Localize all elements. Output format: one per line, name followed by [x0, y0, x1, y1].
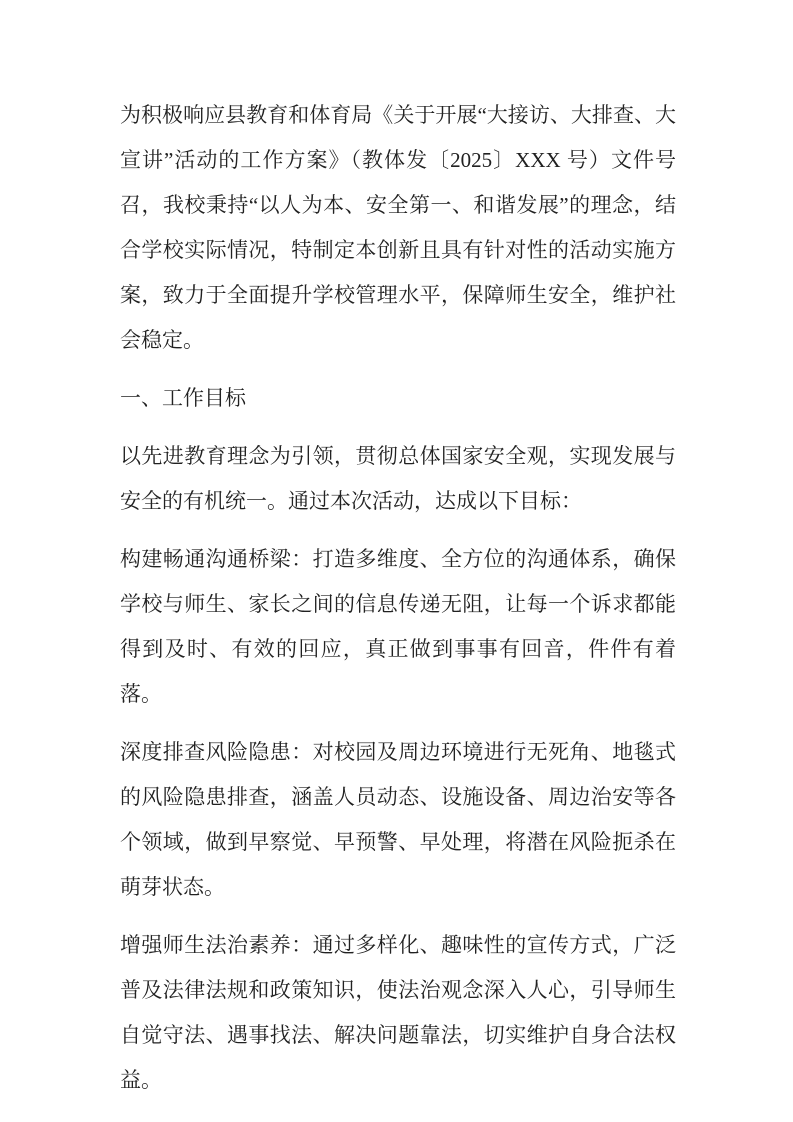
paragraph-intro: 为积极响应县教育和体育局《关于开展“大接访、大排查、大宣讲”活动的工作方案》（教体发〔2025〕XXX 号）文件号召，我校秉持“以人为本、安全第一、和谐发展”的理念，结合学校实际情况，特制定本创新且具有针对性的活动实施方案，致力于全面提升学校管理水平，保障师生安全，维护社会稳定。: [120, 103, 676, 352]
paragraph-goals-intro: 以先进教育理念为引领，贯彻总体国家安全观，实现发展与安全的有机统一。通过本次活动，达成以下目标：: [120, 444, 676, 513]
paragraph-goal-risk-screening: 深度排查风险隐患：对校园及周边环境进行无死角、地毯式的风险隐患排查，涵盖人员动态、设施设备、周边治安等各个领域，做到早察觉、早预警、早处理，将潜在风险扼杀在萌芽状态。: [120, 740, 676, 899]
paragraph-goal-legal-literacy: 增强师生法治素养：通过多样化、趣味性的宣传方式，广泛普及法律法规和政策知识，使法治观念深入人心，引导师生自觉守法、遇事找法、解决问题靠法，切实维护自身合法权益。: [120, 933, 676, 1092]
section-heading-work-goals: 一、工作目标: [120, 386, 246, 410]
paragraph-goal-communication: 构建畅通沟通桥梁：打造多维度、全方位的沟通体系，确保学校与师生、家长之间的信息传递无阻，让每一个诉求都能得到及时、有效的回应，真正做到事事有回音，件件有着落。: [120, 547, 676, 706]
